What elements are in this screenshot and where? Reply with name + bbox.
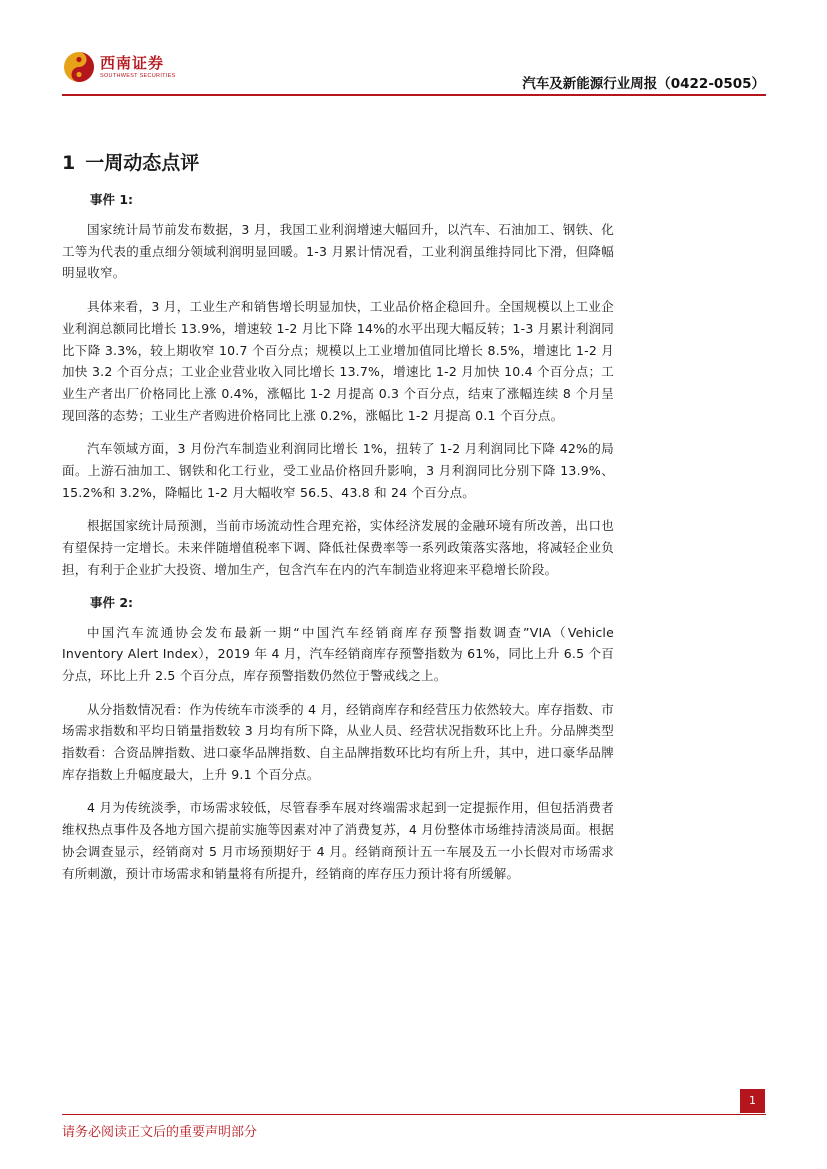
logo-english-name: SOUTHWEST SECURITIES [100,73,176,79]
paragraph: 汽车领域方面，3 月份汽车制造业利润同比增长 1%，扭转了 1-2 月利润同比下降 42%的局面。上游石油加工、钢铁和化工行业，受工业品价格回升影响，3 月利润同比分别下降 13.9%、15.2%和 3.2%，降幅比 1-2 月大幅收窄 56.5、43.8 和 24 个百分点。 [62,441,614,500]
logo-chinese-name: 西南证券 [100,54,165,72]
header-divider [62,94,766,96]
main-content [62,148,614,896]
section-heading [62,148,614,178]
footer-divider [62,1114,766,1115]
report-title: 汽车及新能源行业周报（0422-0505） [522,76,765,92]
page-header [0,0,827,95]
section-number: 1 [62,152,76,174]
section-title: 一周动态点评 [85,152,200,174]
event-block-1 [62,190,614,581]
paragraph: 4 月为传统淡季，市场需求较低，尽管春季车展对终端需求起到一定提振作用，但包括消费者维权热点事件及各地方国六提前实施等因素对冲了消费复苏，4 月份整体市场维持清淡局面。根据协会调查显示，经销商对 5 月市场预期好于 4 月。经销商预计五一车展及五一小长假对市场需求有所刺激，预计市场需求和销量将有所提升，经销商的库存压力预计将有所缓解。 [62,800,614,881]
paragraph: 具体来看，3 月，工业生产和销售增长明显加快，工业品价格企稳回升。全国规模以上工业企业利润总额同比增长 13.9%，增速较 1-2 月比下降 14%的水平出现大幅反转；1-3 月累计利润同比下降 3.3%，较上期收窄 10.7 个百分点；规模以上工业增加值同比增长 8.5%，增速比 1-2 月加快 3.2 个百分点；工业企业营业收入同比增长 13.7%，增速比 1-2 月加快 10.4 个百分点；工业生产者出厂价格同比上涨 0.4%，涨幅比 1-2 月提高 0.3 个百分点，结束了涨幅连续 8 个月呈现回落的态势；工业生产者购进价格同比上涨 0.2%，涨幅比 1-2 月提高 0.1 个百分点。 [62,299,614,423]
paragraph: 中国汽车流通协会发布最新一期“中国汽车经销商库存预警指数调查”VIA（Vehicle Inventory Alert Index），2019 年 4 月，汽车经销商库存预警指数为 61%，同比上升 6.5 个百分点，环比上升 2.5 个百分点，库存预警指数仍然位于警戒线之上。 [62,624,614,683]
paragraph: 国家统计局节前发布数据，3 月，我国工业利润增速大幅回升，以汽车、石油加工、钢铁、化工等为代表的重点细分领域利润明显回暖。1-3 月累计情况看，工业利润虽维持同比下滑，但降幅明显收窄。 [62,222,614,281]
page-number: 1 [740,1089,765,1113]
logo-emblem-icon [62,50,96,84]
event-label: 事件 1: [90,192,134,207]
event-label: 事件 2: [90,594,134,610]
company-logo [62,50,212,84]
paragraph: 从分指数情况看：作为传统车市淡季的 4 月，经销商库存和经营压力依然较大。库存指数、市场需求指数和平均日销量指数较 3 月均有所下降，从业人员、经营状况指数环比上升。分品牌类型指数看：合资品牌指数、进口豪华品牌指数、自主品牌指数环比均有所上升，其中，进口豪华品牌库存指数上升幅度最大，上升 9.1 个百分点。 [62,701,614,782]
event-block-2 [62,593,614,885]
footer-disclaimer: 请务必阅读正文后的重要声明部分 [62,1125,258,1140]
paragraph: 根据国家统计局预测，当前市场流动性合理充裕，实体经济发展的金融环境有所改善，出口也有望保持一定增长。未来伴随增值税率下调、降低社保费率等一系列政策落实落地，将减轻企业负担，有利于企业扩大投资、增加生产，包含汽车在内的汽车制造业将迎来平稳增长阶段。 [62,518,614,577]
